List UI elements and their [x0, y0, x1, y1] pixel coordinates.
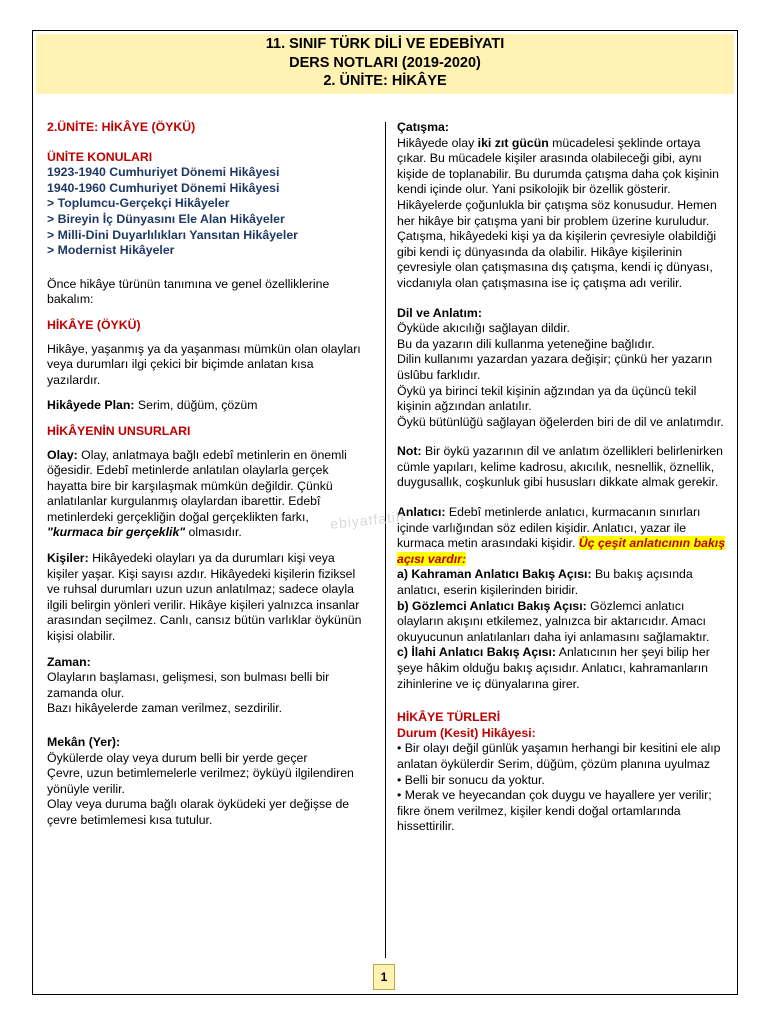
dil-line: Bu da yazarın dili kullanma yeteneğine bağlıdır. [397, 336, 655, 351]
types-heading: HİKÂYE TÜRLERİ [397, 710, 501, 725]
olay-emphasis: "kurmaca bir gerçeklik" [47, 525, 186, 540]
anlatici-label: Anlatıcı: [397, 505, 446, 520]
plan-line [47, 398, 367, 414]
not-text: Bir öykü yazarının dil ve anlatım özellikleri belirlenirken cümle yapıları, kelime kadrosu, akıcılık, nesnellik, öznellik, duygusallık, coşkunluk gibi hususları dikkate almak gerekir. [397, 444, 723, 490]
types-subheading: Durum (Kesit) Hikâyesi: [397, 725, 536, 740]
header-line-3: 2. ÜNİTE: HİKÂYE [323, 73, 447, 89]
anlatici-paragraph [397, 505, 727, 567]
topic-item: 1923-1940 Cumhuriyet Dönemi Hikâyesi [47, 165, 280, 180]
not-paragraph [397, 444, 727, 491]
kisiler-paragraph [47, 551, 367, 645]
dil-line: Öykü bütünlüğü sağlayan öğelerden biri de dil ve anlatımdır. [397, 414, 724, 429]
right-column [397, 120, 727, 835]
zaman-text: Olayların başlaması, gelişmesi, son bulması belli bir zamanda olur. [47, 670, 330, 700]
anlatici-highlight: Üç çeşit anlatıcının bakış açısı vardır: [397, 536, 726, 566]
kisiler-label: Kişiler: [47, 551, 89, 566]
page-number: 1 [373, 964, 395, 990]
olay-label: Olay: [47, 447, 78, 462]
mekan-text: Çevre, uzun betimlemelerle verilmez; öyküyü ilgilendiren yönüyle verilir. [47, 766, 354, 796]
header-line-1: 11. SINIF TÜRK DİLİ VE EDEBİYATI [265, 36, 505, 52]
header-line-2: DERS NOTLARI (2019-2020) [289, 54, 481, 71]
not-label: Not: [397, 444, 422, 459]
dil-line: Öyküde akıcılığı sağlayan dildir. [397, 321, 570, 336]
types-bullet: • Bir olayı değil günlük yaşamın herhangi bir kesitini ele alıp anlatan öykülerdir Serim, düğüm, çözüm planına uyulmaz [397, 741, 721, 771]
view-c-label: c) İlahi Anlatıcı Bakış Açısı: [397, 645, 557, 660]
page-header [36, 34, 734, 94]
intro-text: Önce hikâye türünün tanımına ve genel özelliklerine bakalım: [47, 276, 330, 307]
catisma-pre: Hikâyede olay [397, 135, 478, 150]
topic-item: > Toplumcu-Gerçekçi Hikâyeler [47, 196, 230, 211]
catisma-label: Çatışma: [397, 120, 449, 134]
dil-line: Dilin kullanımı yazardan yazara değişir; çünkü her yazarın üslûbu farklıdır. [397, 352, 713, 382]
plan-label: Hikâyede Plan: [47, 398, 135, 413]
olay-paragraph [47, 448, 367, 542]
elements-heading: HİKÂYENİN UNSURLARI [47, 423, 191, 438]
dil-line: Öykü ya birinci tekil kişinin ağzından ya da üçüncü tekil kişinin ağzından anlatılır. [397, 383, 697, 414]
dil-label: Dil ve Anlatım: [397, 305, 482, 320]
view-b [397, 599, 727, 646]
catisma-paragraph [397, 136, 727, 292]
view-a-text: Bu bakış açısında anlatıcı, eserin kişilerinden biridir. [397, 567, 693, 598]
mekan-text: Olay veya duruma bağlı olarak öyküdeki yer değişse de çevre betimlemesi kısa tutulur. [47, 797, 350, 827]
plan-text: Serim, düğüm, çözüm [134, 398, 258, 413]
story-heading: HİKÂYE (ÖYKÜ) [47, 317, 141, 332]
catisma-bold: iki zıt gücün [477, 135, 549, 150]
topic-item: > Milli-Dini Duyarlılıkları Yansıtan Hikâyeler [47, 227, 298, 242]
olay-text: Olay, anlatmaya bağlı edebî metinlerin en önemli öğesidir. Edebî metinlerde anlatılan olaylarla gerçek hayatta bire bir karşılaşmak mümkün değildir. Çünkü anlatılanlar kurgulanmış olaylardan ibarettir. Edebî metinlerdeki gerçekliğin doğal gerçeklikten farkı, [47, 447, 347, 524]
unit-title: 2.ÜNİTE: HİKÂYE (ÖYKÜ) [47, 120, 196, 134]
types-bullet: • Belli bir sonucu da yoktur. [397, 772, 545, 787]
view-a [397, 567, 727, 598]
mekan-label: Mekân (Yer): [47, 735, 121, 749]
anlatici-text: Edebî metinlerde anlatıcı, kurmacanın sınırları içinde varlığından söz edilen kişidir. Anlatıcı, yazar ile kurmaca metin arasındaki kişidir. [397, 505, 701, 551]
mekan-text: Öykülerde olay veya durum belli bir yerde geçer [47, 750, 308, 765]
topics-heading: ÜNİTE KONULARI [47, 149, 153, 164]
left-column [47, 120, 367, 829]
view-c-text: Anlatıcının her şeyi bilip her şeye hâkim olduğu bakış açısıdır. Anlatıcı, kahramanların zihinlerine ve iç dünyalarına girer. [397, 645, 710, 691]
view-a-label: a) Kahraman Anlatıcı Bakış Açısı: [397, 567, 592, 582]
view-c [397, 645, 727, 692]
olay-end: olmasıdır. [185, 525, 242, 540]
topic-item: > Bireyin İç Dünyasını Ele Alan Hikâyeler [47, 211, 285, 226]
topic-item: > Modernist Hikâyeler [47, 243, 175, 258]
zaman-label: Zaman: [47, 654, 91, 669]
story-definition: Hikâye, yaşanmış ya da yaşanması mümkün olan olayları veya durumları ilgi çekici bir biçimde anlatan kısa yazılardır. [47, 341, 361, 387]
view-b-text: Gözlemci anlatıcı olayların akışını etkilemez, yalnızca bir aktarıcıdır. Amacı okuyucunun anlatılanları daha iyi anlamasını sağlamaktır. [397, 598, 710, 644]
watermark: ebiyatfatih [329, 508, 406, 532]
zaman-text: Bazı hikâyelerde zaman verilmez, sezdirilir. [47, 701, 283, 716]
column-divider [385, 122, 386, 958]
view-b-label: b) Gözlemci Anlatıcı Bakış Açısı: [397, 598, 587, 613]
catisma-text: mücadelesi şeklinde ortaya çıkar. Bu mücadele kişiler arasında olabileceği gibi, aynı kişide de toplanabilir. Bu durumda çatışma daha çok kişinin kendi içinde olur. Yani psikolojik bir özellik gösterir. Hikâyelerde çoğunlukla bir çatışma söz konusudur. Hemen her hikâye bir çatışma yani bir problem üzerine kuruludur. Çatışma, hikâyedeki kişi ya da kişilerin çevresiyle olabildiği gibi kendi iç dünyasında da olabilir. Hikâye kişilerinin çevresiyle olan çatışmasına dış çatışma, kendi iç dünyası, vicdanıyla olan çatışmasına ise iç çatışma adı verilir. [397, 135, 719, 290]
types-bullet: • Merak ve heyecandan çok duygu ve hayallere yer verilir; fikre önem verilmez, kişiler kendi doğal ortamlarında hissettirilir. [397, 788, 712, 834]
topic-item: 1940-1960 Cumhuriyet Dönemi Hikâyesi [47, 180, 280, 195]
kisiler-text: Hikâyedeki olayları ya da durumları kişi veya kişiler yaşar. Kişi sayısı azdır. Hikâyedeki kişilerin fiziksel ve ruhsal durumları uzun uzun anlatılmaz; sadece olayla ilgili belirgin yönleri verilir. Hikâye kişileri yalnızca insanlar arasından seçilmez. Canlı, cansız bütün varlıklar öykünün kişisi olabilir. [47, 551, 362, 644]
